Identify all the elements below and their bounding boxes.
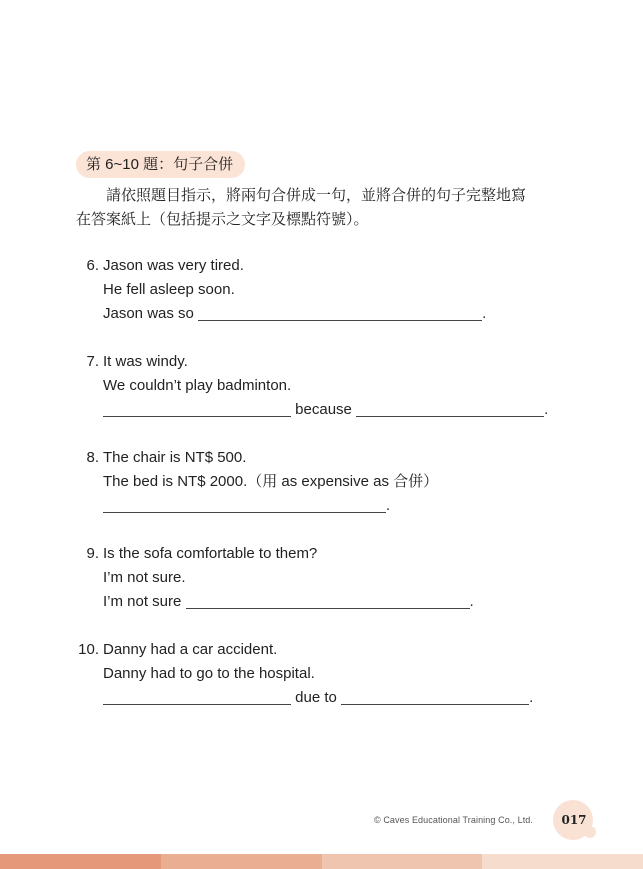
answer-line <box>103 494 596 518</box>
answer-blank <box>103 496 386 513</box>
question-sentence-1: Danny had a car accident. <box>103 641 278 658</box>
footer-bar-segment <box>161 854 322 869</box>
answer-line <box>103 686 596 710</box>
answer-blank-1 <box>103 400 291 417</box>
page-number: 017 <box>561 813 587 827</box>
page-number-badge-tail <box>584 826 596 838</box>
answer-line <box>103 302 596 326</box>
instructions <box>76 184 582 232</box>
question-sentence-1: Is the sofa comfortable to them? <box>103 545 318 562</box>
question-sentence-2: We couldn’t play badminton. <box>103 377 292 394</box>
answer-period: . <box>386 497 391 514</box>
question-sentence-2: Danny had to go to the hospital. <box>103 665 315 682</box>
instructions-line-1: 請依照題目指示，將兩句合併成一句，並將合併的句子完整地寫 <box>106 187 527 204</box>
answer-connector: due to <box>295 689 337 706</box>
answer-blank <box>198 304 482 321</box>
question-sentence-2: I’m not sure. <box>103 569 186 586</box>
question-6 <box>76 254 596 326</box>
question-number: 7. <box>86 353 99 370</box>
question-sentence-2: The bed is NT$ 2000.（用 as expensive as 合併） <box>103 473 439 490</box>
answer-blank-2 <box>356 400 544 417</box>
question-sentence-1: Jason was very tired. <box>103 257 244 274</box>
question-sentence-1: The chair is NT$ 500. <box>103 449 247 466</box>
section-title: 第 6~10 題：句子合併 <box>76 151 245 178</box>
answer-period: . <box>529 689 534 706</box>
question-sentence-1: It was windy. <box>103 353 188 370</box>
answer-period: . <box>544 401 549 418</box>
footer-bar-segment <box>482 854 643 869</box>
copyright-text: © Caves Educational Training Co., Ltd. <box>374 815 534 825</box>
footer-bar-segment <box>0 854 161 869</box>
question-8 <box>76 446 596 518</box>
footer-bar-segment <box>322 854 483 869</box>
answer-line <box>103 590 596 614</box>
question-number: 8. <box>86 449 99 466</box>
answer-connector: because <box>295 401 352 418</box>
footer-color-bar <box>0 854 643 869</box>
answer-blank <box>186 592 470 609</box>
answer-blank-1 <box>103 688 291 705</box>
question-number: 9. <box>86 545 99 562</box>
answer-period: . <box>469 593 474 610</box>
question-number: 6. <box>86 257 99 274</box>
question-10 <box>76 638 596 710</box>
question-number: 10. <box>78 641 99 658</box>
answer-period: . <box>482 305 487 322</box>
instructions-line-2: 在答案紙上（包括提示之文字及標點符號）。 <box>76 211 369 228</box>
answer-prefix: Jason was so <box>103 305 194 322</box>
question-sentence-2: He fell asleep soon. <box>103 281 235 298</box>
question-9 <box>76 542 596 614</box>
answer-blank-2 <box>341 688 529 705</box>
answer-prefix: I’m not sure <box>103 593 182 610</box>
answer-line <box>103 398 596 422</box>
question-7 <box>76 350 596 422</box>
